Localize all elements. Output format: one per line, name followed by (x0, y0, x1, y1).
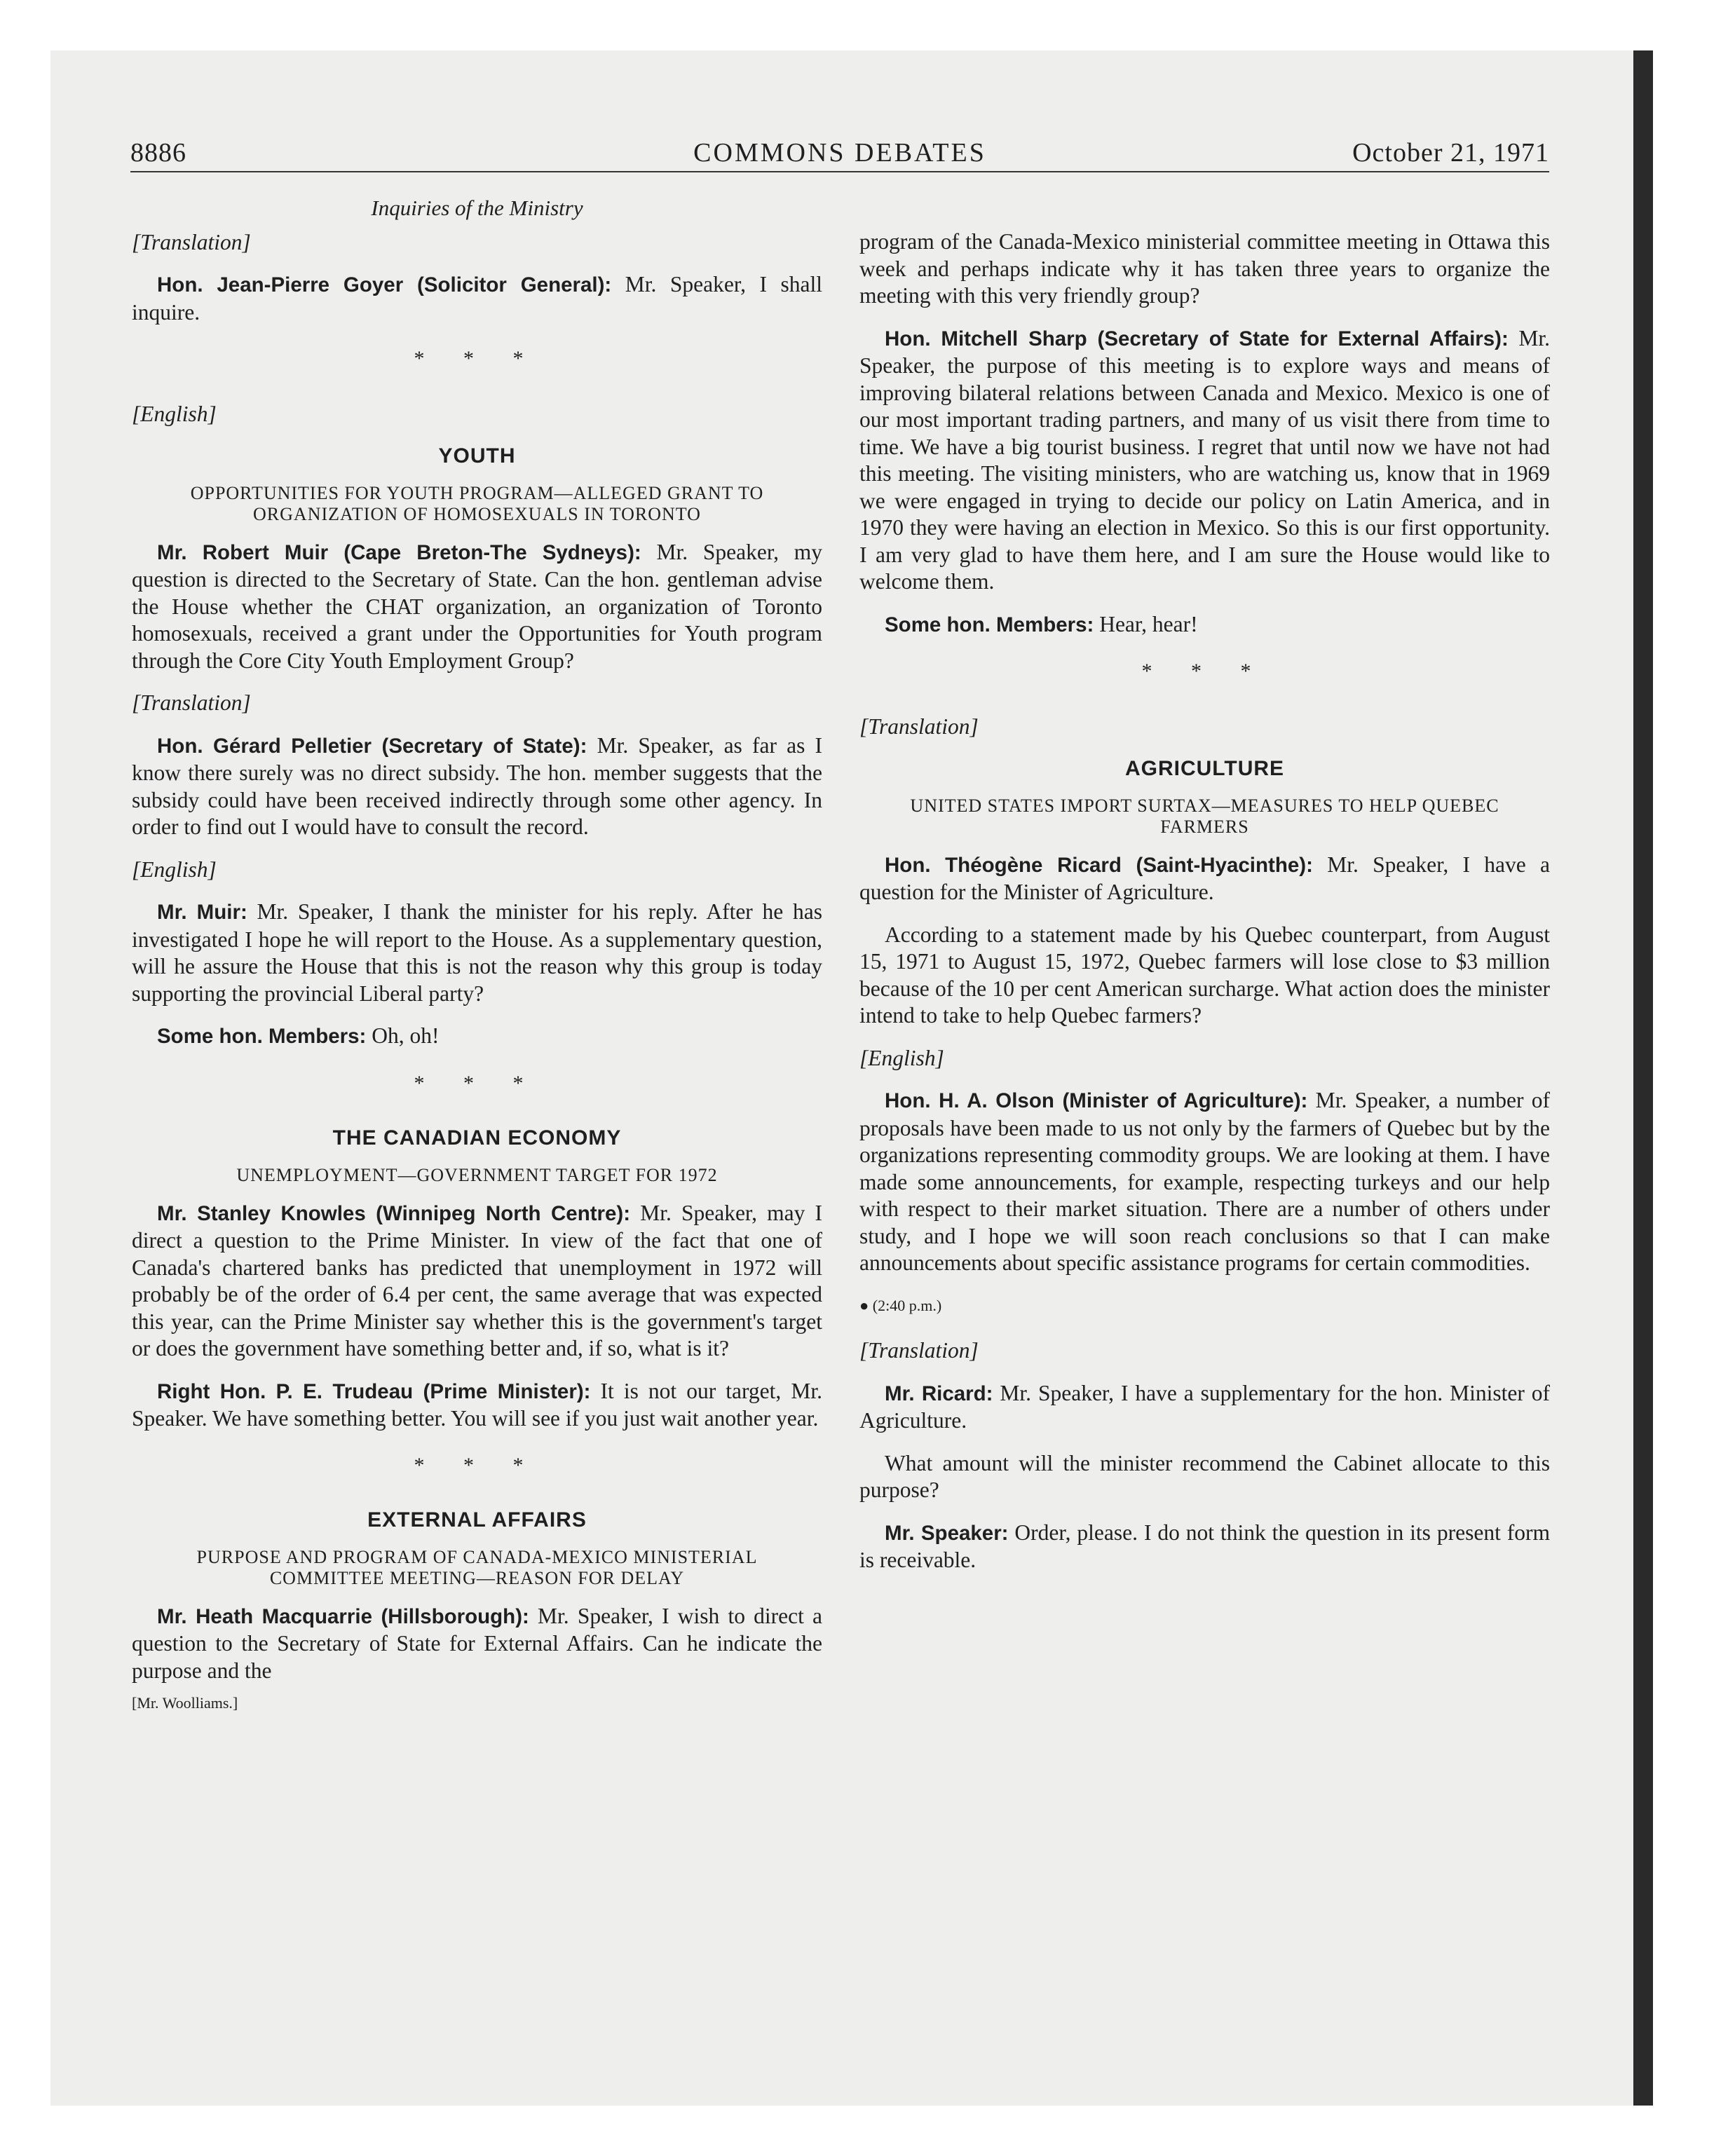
speech-paragraph: Right Hon. P. E. Trudeau (Prime Minister): It is not our target, Mr. Speaker. We have something better. You will see if you just wait another year. (132, 1378, 822, 1431)
section-divider: * * * (414, 1071, 540, 1095)
language-tag: [English] (859, 1045, 944, 1070)
topic-heading: AGRICULTURE (1124, 757, 1285, 780)
speaker-name: Hon. Théogène Ricard (Saint-Hyacinthe): (885, 853, 1313, 877)
speaker-name: Mr. Muir: (157, 901, 247, 924)
page-header (130, 137, 1549, 172)
topic-heading: YOUTH (438, 444, 516, 468)
speaker-name: Hon. Mitchell Sharp (Secretary of State for External Affairs): (885, 327, 1509, 350)
speech-paragraph: Hon. Jean-Pierre Goyer (Solicitor General): Mr. Speaker, I shall inquire. (132, 272, 823, 325)
topic-subheading: OPPORTUNITIES FOR YOUTH PROGRAM—ALLEGED GRANT TO ORGANIZATION OF HOMOSEXUALS IN TORONTO (190, 482, 764, 524)
section-title: Inquiries of the Ministry (371, 196, 583, 220)
speech-paragraph: Hon. H. A. Olson (Minister of Agriculture): Mr. Speaker, a number of proposals have been made to us not only by the farmers of Quebec but by the organizations representing commodity groups. We are looking at them. I have made some announcements, for example, respecting turkeys and our help with respect to their market situation. There are a number of others under study, and I hope we will soon reach conclusions so that I can make announcements about specific assistance programs for certain commodities. (859, 1088, 1550, 1275)
topic-subheading: PURPOSE AND PROGRAM OF CANADA-MEXICO MINISTERIAL COMMITTEE MEETING—REASON FOR DELAY (196, 1546, 758, 1588)
speech-paragraph: Hon. Gérard Pelletier (Secretary of State): Mr. Speaker, as far as I know there surely was no direct subsidy. The hon. member suggests that the subsidy could have been received indirectly through some other agency. In order to find out I would have to consult the record. (132, 732, 822, 839)
speaker-name: Some hon. Members: (885, 613, 1094, 636)
speaker-name: Right Hon. P. E. Trudeau (Prime Minister): (157, 1379, 591, 1403)
language-tag: [English] (132, 857, 217, 882)
speech-paragraph: According to a statement made by his Quebec counterpart, from August 15, 1971 to August 15, 1972, Quebec farmers will lose close to $3 million because of the 10 per cent American surcharge. What action does the minister intend to take to help Quebec farmers? (859, 922, 1550, 1028)
speaker-name: Mr. Ricard: (885, 1381, 993, 1405)
speech-paragraph: Mr. Ricard: Mr. Speaker, I have a supplementary for the hon. Minister of Agriculture. (859, 1380, 1550, 1433)
left-column (132, 195, 822, 1717)
section-divider: * * * (414, 347, 540, 370)
speech-paragraph: Mr. Robert Muir (Cape Breton-The Sydneys): Mr. Speaker, my question is directed to the Secretary of State. Can the hon. gentleman advise the House whether the CHAT organization, an organization of Toronto homosexuals, received a grant under the Opportunities for Youth program through the Core City Youth Employment Group? (132, 539, 823, 673)
speech-paragraph: What amount will the minister recommend the Cabinet allocate to this purpose? (859, 1450, 1550, 1502)
speaker-name: Mr. Stanley Knowles (Winnipeg North Centre): (157, 1201, 631, 1225)
speaker-name: Mr. Speaker: (885, 1521, 1009, 1545)
speech-paragraph: program of the Canada-Mexico ministerial committee meeting in Ottawa this week and perhaps indicate why it has taken three years to organize the meeting with this very friendly group? (859, 229, 1550, 308)
section-divider: * * * (1141, 660, 1268, 683)
speaker-name: Mr. Heath Macquarrie (Hillsborough): (157, 1604, 529, 1628)
scan-edge (1633, 50, 1653, 2106)
speaker-name: Hon. H. A. Olson (Minister of Agriculture): (885, 1089, 1308, 1112)
topic-heading: EXTERNAL AFFAIRS (367, 1508, 587, 1531)
speaker-name: Hon. Jean-Pierre Goyer (Solicitor General): (157, 273, 612, 296)
speech-paragraph: Hon. Théogène Ricard (Saint-Hyacinthe): Mr. Speaker, I have a question for the Minister of Agriculture. (859, 852, 1551, 904)
speech-paragraph: Mr. Heath Macquarrie (Hillsborough): Mr. Speaker, I wish to direct a question to the Secretary of State for External Affairs. Can he indicate the purpose and the (132, 1603, 823, 1683)
language-tag: [Translation] (132, 690, 251, 715)
language-tag: [Translation] (132, 229, 251, 254)
speaker-name: Mr. Robert Muir (Cape Breton-The Sydneys): (157, 540, 641, 564)
speech-paragraph: Mr. Speaker: Order, please. I do not think the question in its present form is receivable. (859, 1520, 1550, 1572)
language-tag: [Translation] (859, 1338, 979, 1363)
speech-paragraph: Some hon. Members: Oh, oh! (157, 1023, 440, 1048)
speech-paragraph: Hon. Mitchell Sharp (Secretary of State for External Affairs): Mr. Speaker, the purpose of this meeting is to explore ways and means of improving bilateral relations between Canada and Mexico. Mexico is one of our most important trading partners, and many of us visit there from time to time. We have a big tourist business. I regret that until now we have not had this meeting. The visiting ministers, who are watching us, know that in 1969 we were engaged in trying to decide our policy on Latin America, and in 1970 they were having an election in Mexico. So this is our first opportunity. I am very glad to have them here, and I am sure the House would like to welcome them. (859, 325, 1550, 594)
speech-paragraph: Mr. Muir: Mr. Speaker, I thank the minister for his reply. After he has investigated I hope he will report to the House. As a supplementary question, will he assure the House that this is not the reason why this group is today supporting the provincial Liberal party? (132, 899, 822, 1006)
page-footer-note: [Mr. Woolliams.] (132, 1694, 238, 1712)
topic-subheading: UNEMPLOYMENT—GOVERNMENT TARGET FOR 1972 (236, 1164, 718, 1185)
topic-subheading: UNITED STATES IMPORT SURTAX—MEASURES TO HELP QUEBEC FARMERS (910, 795, 1499, 837)
speaker-name: Some hon. Members: (157, 1025, 367, 1048)
page-number: 8886 (130, 138, 186, 168)
speech-paragraph: Mr. Stanley Knowles (Winnipeg North Centre): Mr. Speaker, may I direct a question to the Prime Minister. In view of the fact that one of Canada's chartered banks has predicted that unemployment in 1972 will probably be of the order of 6.4 per cent, the same average that was expected this year, can the Prime Minister say whether this is the government's target or does the government have something better and, if so, what is it? (132, 1200, 822, 1360)
speech-paragraph: Some hon. Members: Hear, hear! (885, 611, 1198, 636)
section-divider: * * * (414, 1453, 540, 1477)
publication-title: COMMONS DEBATES (693, 138, 986, 168)
topic-heading: THE CANADIAN ECONOMY (332, 1126, 622, 1149)
time-marker: ● (2:40 p.m.) (859, 1296, 942, 1314)
language-tag: [English] (132, 401, 217, 426)
right-column (859, 228, 1550, 1590)
speaker-name: Hon. Gérard Pelletier (Secretary of State): (157, 734, 587, 758)
language-tag: [Translation] (859, 714, 979, 739)
header-date: October 21, 1971 (1352, 138, 1549, 168)
